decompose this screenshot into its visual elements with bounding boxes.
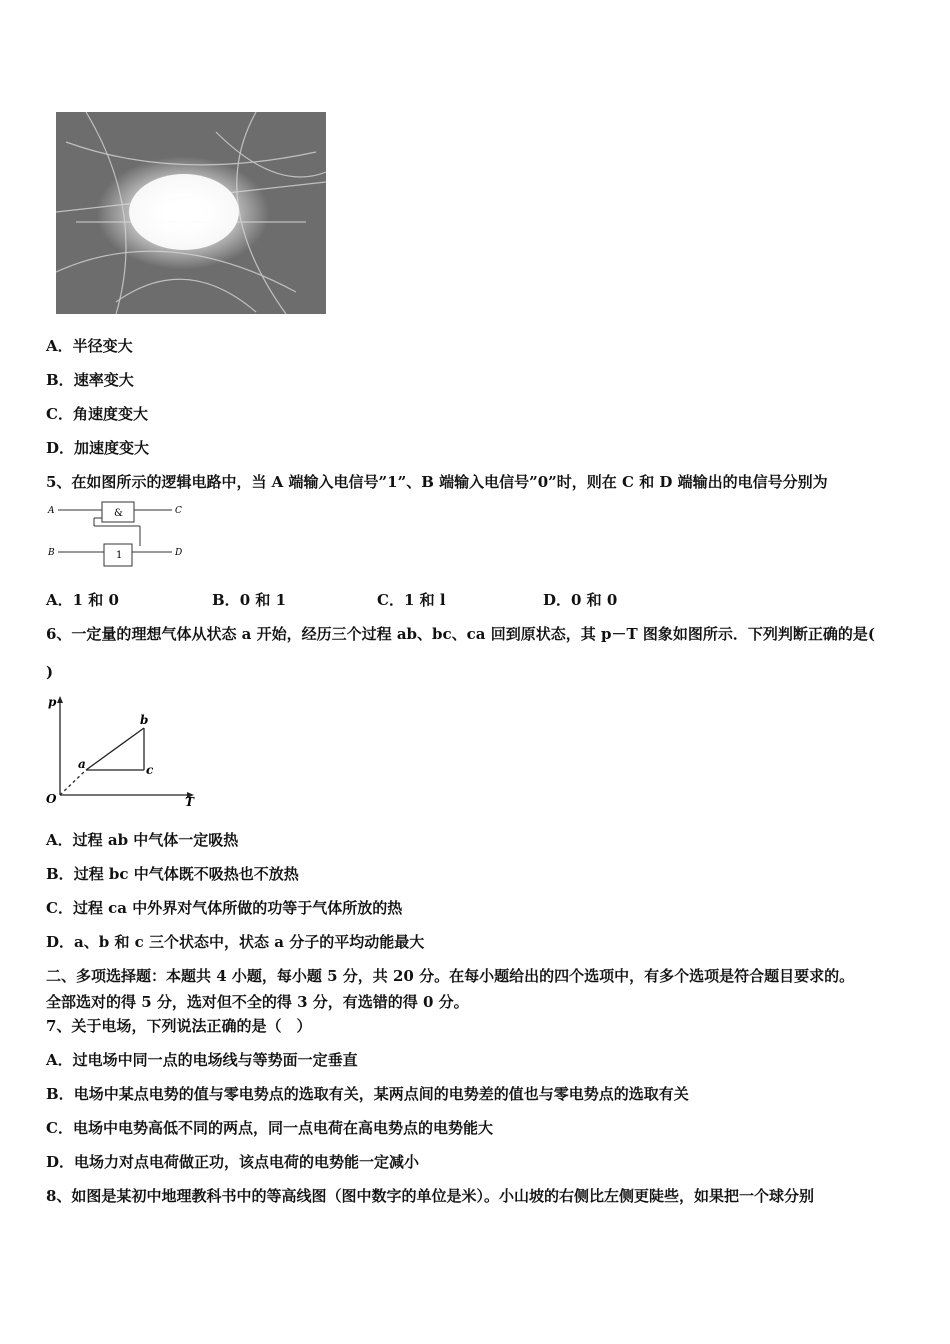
q7-option-b: B．电场中某点电势的值与零电势点的选取有关，某两点间的电势差的值也与零电势点的选取有关 bbox=[46, 1085, 689, 1103]
q5-stem: 5、在如图所示的逻辑电路中，当 A 端输入电信号”1”、B 端输入电信号”0”时，则在 C 和 D 端输出的电信号分别为 bbox=[46, 473, 828, 491]
q5-option-a: A．1 和 0 bbox=[46, 591, 119, 609]
q5-option-c: C．1 和 l bbox=[377, 591, 446, 609]
q6-option-c: C．过程 ca 中外界对气体所做的功等于气体所放的热 bbox=[46, 899, 403, 917]
q6-option-a: A．过程 ab 中气体一定吸热 bbox=[46, 831, 239, 849]
q6-stem-close: ) bbox=[46, 663, 54, 681]
q8-stem: 8、如图是某初中地理教科书中的等高线图（图中数字的单位是米）。小山坡的右侧比左侧更陡些，如果把一个球分别 bbox=[46, 1187, 814, 1205]
circuit-label-d: D bbox=[175, 548, 183, 558]
q6-option-b: B．过程 bc 中气体既不吸热也不放热 bbox=[46, 865, 299, 883]
q7-option-a: A．过电场中同一点的电场线与等势面一定垂直 bbox=[46, 1051, 358, 1069]
q7-stem: 7、关于电场，下列说法正确的是（ ） bbox=[46, 1017, 312, 1035]
q6-option-d: D．a、b 和 c 三个状态中，状态 a 分子的平均动能最大 bbox=[46, 933, 425, 951]
q4-option-d: D．加速度变大 bbox=[46, 439, 150, 457]
bright-light-photo bbox=[56, 112, 326, 314]
circuit-label-a: A bbox=[48, 506, 55, 516]
circuit-label-c: C bbox=[175, 506, 182, 516]
q4-option-b: B．速率变大 bbox=[46, 371, 134, 389]
and-gate-symbol: & bbox=[114, 508, 123, 519]
not-gate-symbol: 1 bbox=[116, 550, 123, 561]
section2-heading-line2: 全部选对的得 5 分，选对但不全的得 3 分，有选错的得 0 分。 bbox=[46, 993, 469, 1011]
q4-option-a: A．半径变大 bbox=[46, 337, 133, 355]
point-label-a: a bbox=[78, 757, 86, 771]
q7-option-c: C．电场中电势高低不同的两点，同一点电荷在高电势点的电势能大 bbox=[46, 1119, 493, 1137]
axis-label-t: T bbox=[185, 795, 194, 809]
point-label-c: c bbox=[146, 763, 154, 777]
q6-stem: 6、一定量的理想气体从状态 a 开始，经历三个过程 ab、bc、ca 回到原状态，其 p－T 图象如图所示．下列判断正确的是( bbox=[46, 625, 875, 643]
logic-circuit-diagram bbox=[44, 500, 194, 580]
axis-label-p: p bbox=[48, 695, 57, 709]
light-streaks bbox=[56, 112, 326, 314]
section2-heading-line1: 二、多项选择题：本题共 4 小题，每小题 5 分，共 20 分。在每小题给出的四个选项中，有多个选项是符合题目要求的。 bbox=[46, 967, 855, 985]
q5-option-d: D．0 和 0 bbox=[543, 591, 618, 609]
q7-option-d: D．电场力对点电荷做正功，该点电荷的电势能一定减小 bbox=[46, 1153, 420, 1171]
circuit-label-b: B bbox=[48, 548, 55, 558]
point-label-b: b bbox=[140, 713, 149, 727]
q4-option-c: C．角速度变大 bbox=[46, 405, 148, 423]
p-t-graph bbox=[40, 690, 200, 810]
origin-label: O bbox=[46, 792, 57, 806]
q5-option-b: B．0 和 1 bbox=[212, 591, 287, 609]
